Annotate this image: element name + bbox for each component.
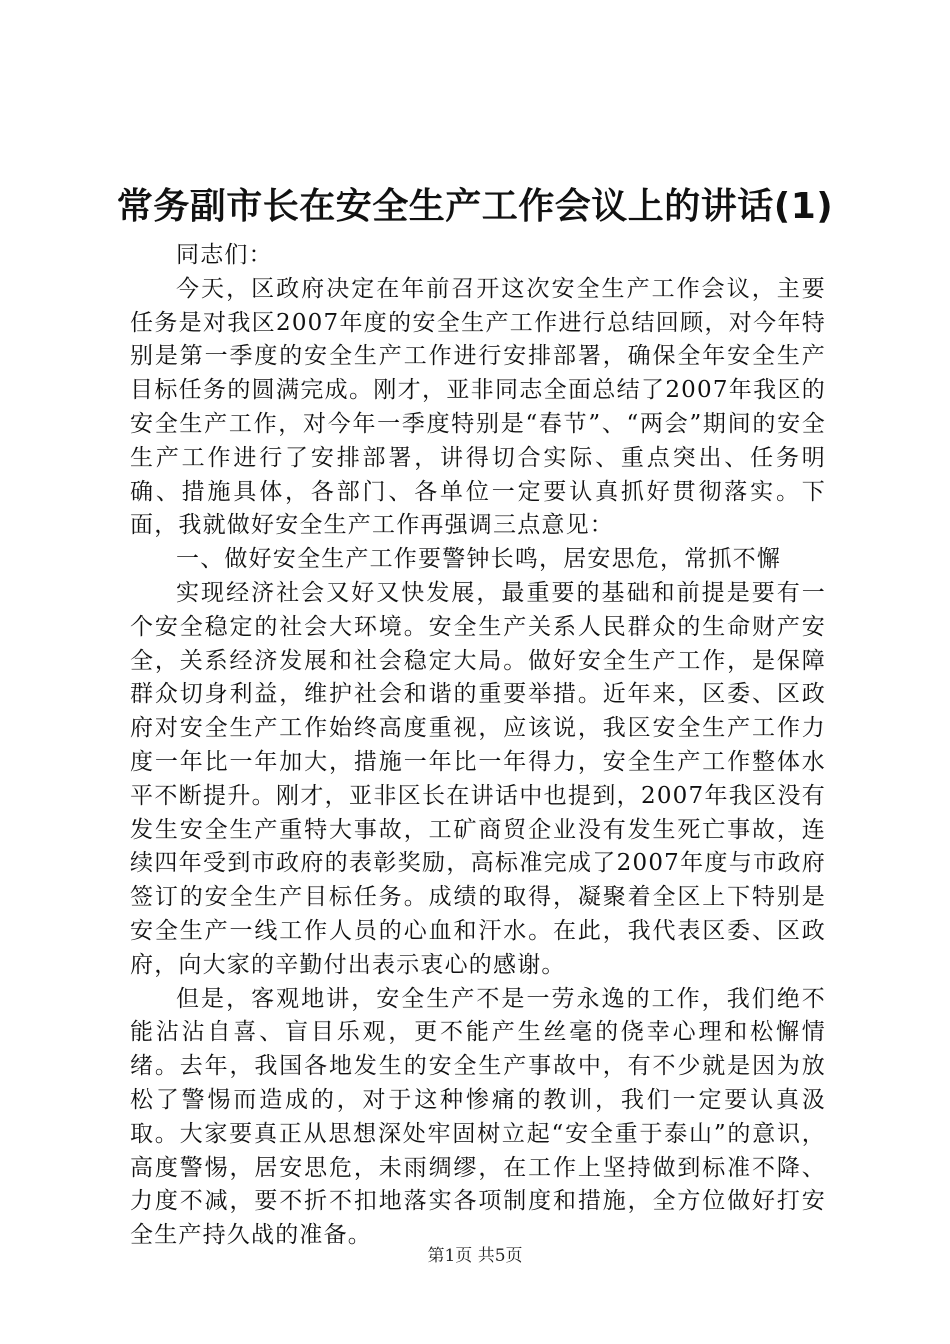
- page-number-footer: 第1页 共5页: [427, 1246, 523, 1266]
- section-heading-1: 一、做好安全生产工作要警钟长鸣，居安思危，常抓不懈: [176, 546, 781, 573]
- document-body: [130, 239, 826, 1253]
- intro-paragraph: 今天，区政府决定在年前召开这次安全生产工作会议，主要任务是对我区2007年度的安全生产工作进行总结回顾，对今年特别是第一季度的安全生产工作进行安排部署，确保全年安全生产目标任务的圆满完成。刚才，亚非同志全面总结了2007年我区的安全生产工作，对今年一季度特别是“春节”、“两会”期间的安全生产工作进行了安排部署，讲得切合实际、重点突出、任务明确、措施具体，各部门、各单位一定要认真抓好贯彻落实。下面，我就做好安全生产工作再强调三点意见：: [130, 275, 826, 539]
- salutation: 同志们：: [176, 242, 273, 268]
- document-title: 常务副市长在安全生产工作会议上的讲话(1): [116, 186, 834, 227]
- body-paragraph: 实现经济社会又好又快发展，最重要的基础和前提是要有一个安全稳定的社会大环境。安全生产关系人民群众的生命财产安全，关系经济发展和社会稳定大局。做好安全生产工作，是保障群众切身利益，维护社会和谐的重要举措。近年来，区委、区政府对安全生产工作始终高度重视，应该说，我区安全生产工作力度一年比一年加大，措施一年比一年得力，安全生产工作整体水平不断提升。刚才，亚非区长在讲话中也提到，2007年我区没有发生安全生产重特大事故，工矿商贸企业没有发生死亡事故，连续四年受到市政府的表彰奖励，高标准完成了2007年度与市政府签订的安全生产目标任务。成绩的取得，凝聚着全区上下特别是安全生产一线工作人员的心血和汗水。在此，我代表区委、区政府，向大家的辛勤付出表示衷心的感谢。: [130, 579, 826, 978]
- body-paragraph: 但是，客观地讲，安全生产不是一劳永逸的工作，我们绝不能沾沾自喜、盲目乐观，更不能产生丝毫的侥幸心理和松懈情绪。去年，我国各地发生的安全生产事故中，有不少就是因为放松了警惕而造成的，对于这种惨痛的教训，我们一定要认真汲取。大家要真正从思想深处牢固树立起“安全重于泰山”的意识，高度警惕，居安思危，未雨绸缪，在工作上坚持做到标准不降、力度不减，要不折不扣地落实各项制度和措施，全方位做好打安全生产持久战的准备。: [130, 985, 826, 1249]
